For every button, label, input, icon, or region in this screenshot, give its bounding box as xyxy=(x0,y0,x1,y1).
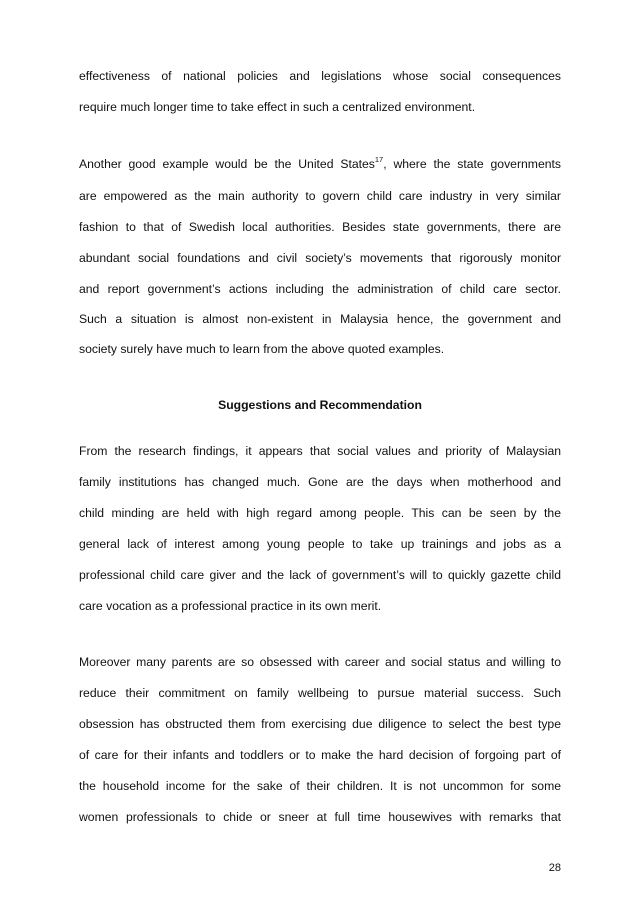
paragraph-2-line-1-start: Another good example would be the United States xyxy=(79,157,375,171)
paragraph-4-line-4: of care for their infants and toddlers or to make the hard decision of forgoing part of xyxy=(79,748,561,762)
paragraph-3-line-4: general lack of interest among young people to take up trainings and jobs as a xyxy=(79,537,561,551)
paragraph-2-line-1-end: , where the state governments xyxy=(383,157,561,171)
paragraph-3-line-3: child minding are held with high regard among people. This can be seen by the xyxy=(79,506,561,520)
paragraph-2-line-4: abundant social foundations and civil society’s movements that rigorously monitor xyxy=(79,251,561,265)
paragraph-4-line-6: women professionals to chide or sneer at full time housewives with remarks that xyxy=(79,810,561,824)
footnote-ref-17: 17 xyxy=(374,155,384,164)
paragraph-3-line-2: family institutions has changed much. Gone are the days when motherhood and xyxy=(79,475,561,489)
paragraph-2-line-5: and report government’s actions including the administration of child care sector. xyxy=(79,282,561,296)
paragraph-2-line-3: fashion to that of Swedish local authorities. Besides state governments, there are xyxy=(79,220,561,234)
paragraph-2-line-7: society surely have much to learn from the above quoted examples. xyxy=(79,342,445,356)
paragraph-4-line-1: Moreover many parents are so obsessed with career and social status and willing to xyxy=(79,655,561,669)
paragraph-4-line-2: reduce their commitment on family wellbeing to pursue material success. Such xyxy=(79,686,561,700)
paragraph-2-line-2: are empowered as the main authority to govern child care industry in very similar xyxy=(79,189,561,203)
paragraph-1-line-2: require much longer time to take effect in such a centralized environment. xyxy=(79,100,476,114)
paragraph-4-line-3: obsession has obstructed them from exercising due diligence to select the best type xyxy=(79,717,561,731)
paragraph-2-line-6: Such a situation is almost non-existent in Malaysia hence, the government and xyxy=(79,312,561,326)
paragraph-1-line-1: effectiveness of national policies and legislations whose social consequences xyxy=(79,69,561,83)
paragraph-3-line-1: From the research findings, it appears that social values and priority of Malaysian xyxy=(79,444,561,458)
paragraph-3-line-6: care vocation as a professional practice in its own merit. xyxy=(79,599,382,613)
paragraph-2-line-1 xyxy=(79,156,561,172)
page-number: 28 xyxy=(548,862,561,874)
paragraph-3-line-5: professional child care giver and the lack of government’s will to quickly gazette child xyxy=(79,568,561,582)
section-heading: Suggestions and Recommendation xyxy=(218,398,422,412)
paragraph-4-line-5: the household income for the sake of their children. It is not uncommon for some xyxy=(79,779,561,793)
